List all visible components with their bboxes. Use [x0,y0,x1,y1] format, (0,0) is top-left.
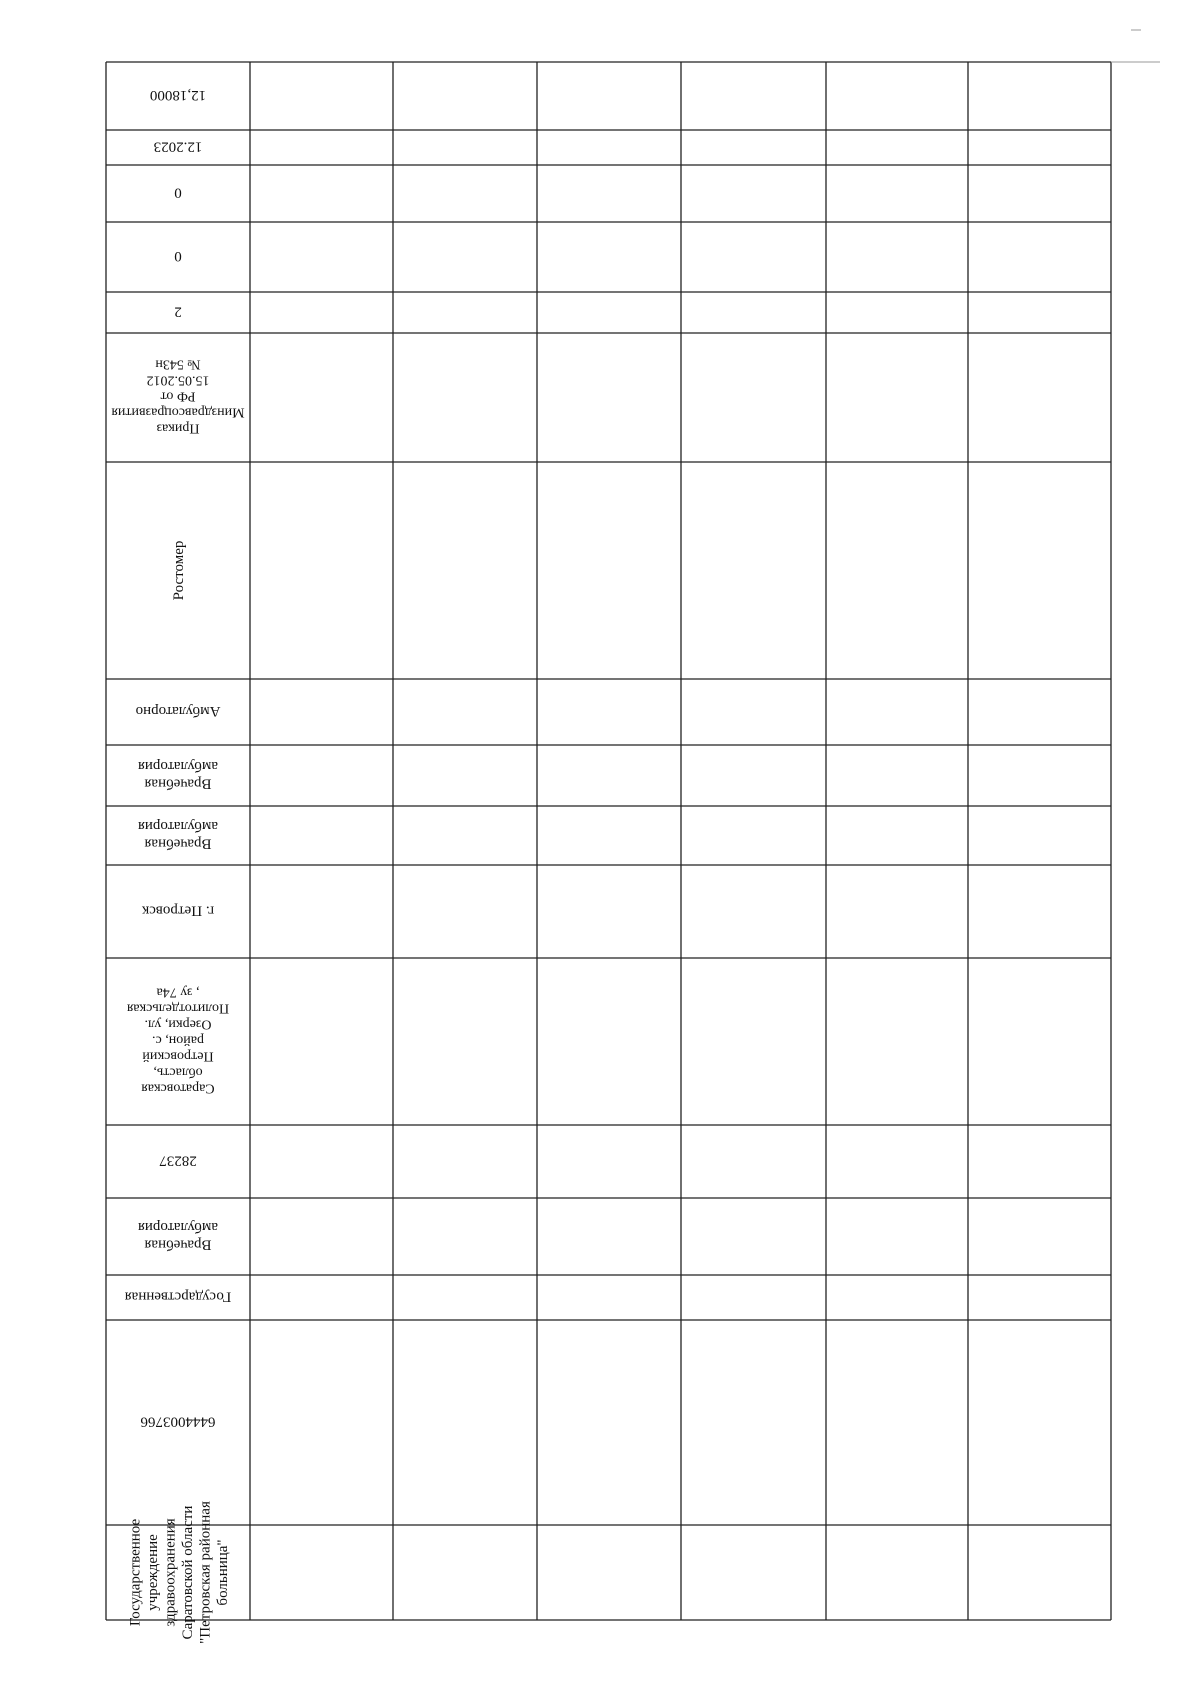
cell-qty: 2 [174,303,182,320]
cell-amount: 12,18000 [149,87,207,103]
cell-division1: Врачебнаяамбулатория [137,817,219,852]
table-grid [106,30,1160,1620]
cell-order: ПриказМинздравсоцразвитияРФ от15.05.2012№ 543н [111,356,245,436]
cell-city: г. Петровск [141,902,215,919]
cell-address: Саратовскаяобласть,Петровскийрайон, с.Озерки, ул.Политотдельская, зу 74а [126,984,230,1096]
cell-org: Государственное учреждение здравоохранения Саратовской области "Петровская районная больница" [127,1501,231,1644]
cell-division2: Врачебнаяамбулатория [137,757,219,792]
cell-zero1: 0 [174,248,182,264]
cell-inn: 6444003766 [140,1413,216,1430]
cell-date: 12.2023 [153,138,203,155]
cell-equipment: Ростомер [171,540,187,601]
cell-facility: Врачебнаяамбулатория [137,1218,219,1253]
cell-mode: Амбулаторно [135,703,221,719]
cell-zero2: 0 [174,184,182,201]
cell-code: 28237 [159,1152,197,1169]
cell-ownership: Государственная [124,1288,232,1305]
